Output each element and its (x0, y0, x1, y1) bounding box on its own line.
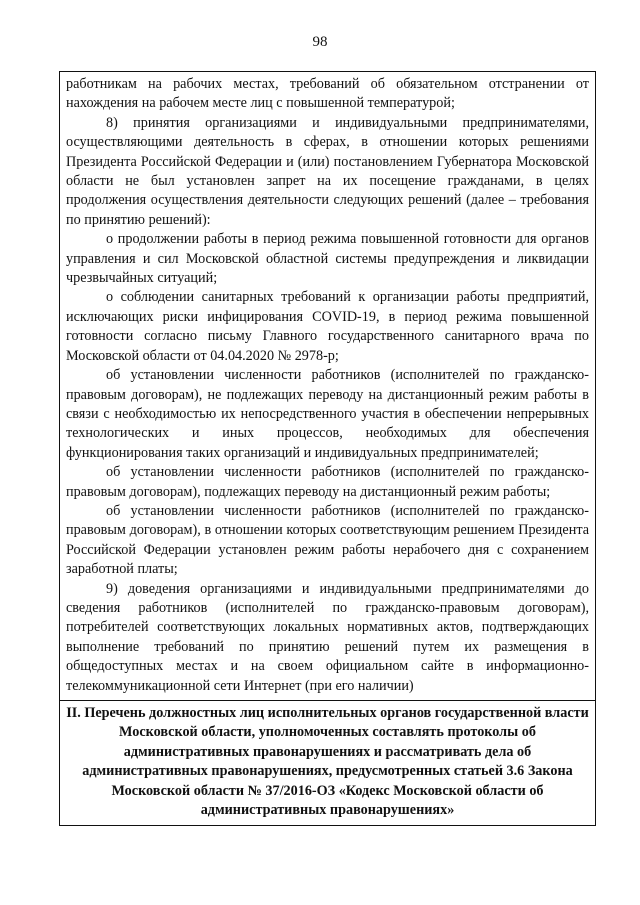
paragraph-item-8: 8) принятия организациями и индивидуальными предпринимателями, осуществляющими деятельность в сферах, в отношении которых решениями Президента Российской Федерации и (или) постановлением Губернатора Московской области не был установлен запрет на их посещение гражданами, в целях продолжения осуществления деятельности следующих решений (далее – требования по принятию решений): (66, 114, 589, 228)
paragraph-decision-remote-staff: об установлении численности работников (исполнителей по гражданско-правовым договорам), подлежащих переводу на дистанционный режим работы; (66, 464, 589, 500)
document-table (59, 71, 596, 826)
page-number: 98 (312, 34, 328, 50)
paragraph-decision-readiness: о продолжении работы в период режима повышенной готовности для органов управления и сил Московской областной системы предупреждения и ликвидации чрезвычайных ситуаций; (66, 231, 589, 287)
paragraph-decision-onsite-staff: об установлении численности работников (исполнителей по гражданско-правовым договорам), не подлежащих переводу на дистанционный режим работы в связи с необходимостью их непосредственного участия в обеспечении непрерывных технологических и иных процессов, необходимых для обеспечения функционирования таких организаций и индивидуальных предпринимателей; (66, 367, 589, 461)
text-row (60, 72, 596, 701)
text-cell (60, 72, 596, 701)
paragraph-item-9: 9) доведения организациями и индивидуальными предпринимателями до сведения работников (исполнителей по гражданско-правовым договорам), потребителей соответствующих локальных нормативных актов, подтверждающих выполнение требований по принятию решений путем их размещения в общедоступных местах и на своем официальном сайте в информационно-телекоммуникационной сети Интернет (при его наличии) (66, 580, 589, 694)
section-heading: II. Перечень должностных лиц исполнительных органов государственной власти Московской области, уполномоченных составлять протоколы об административных правонарушениях и рассматривать дела об административных правонарушениях, предусмотренных статьей 3.6 Закона Московской области № 37/2016-ОЗ «Кодекс Московской области об административных правонарушениях» (66, 705, 589, 819)
heading-cell (60, 701, 596, 826)
paragraph-continuation: работникам на рабочих местах, требований об обязательном отстранении от нахождения на рабочем месте лиц с повышенной температурой; (66, 76, 589, 112)
paragraph-decision-nonworking-staff: об установлении численности работников (исполнителей по гражданско-правовым договорам), в отношении которых соответствующим решением Президента Российской Федерации установлен режим работы нерабочего дня с сохранением заработной платы; (66, 502, 589, 578)
paragraph-decision-sanitary: о соблюдении санитарных требований к организации работы предприятий, исключающих риски инфицирования COVID-19, в период режима повышенной готовности согласно письму Главного государственного санитарного врача по Московской области от 04.04.2020 № 2978-р; (66, 289, 589, 364)
heading-row (60, 701, 596, 826)
